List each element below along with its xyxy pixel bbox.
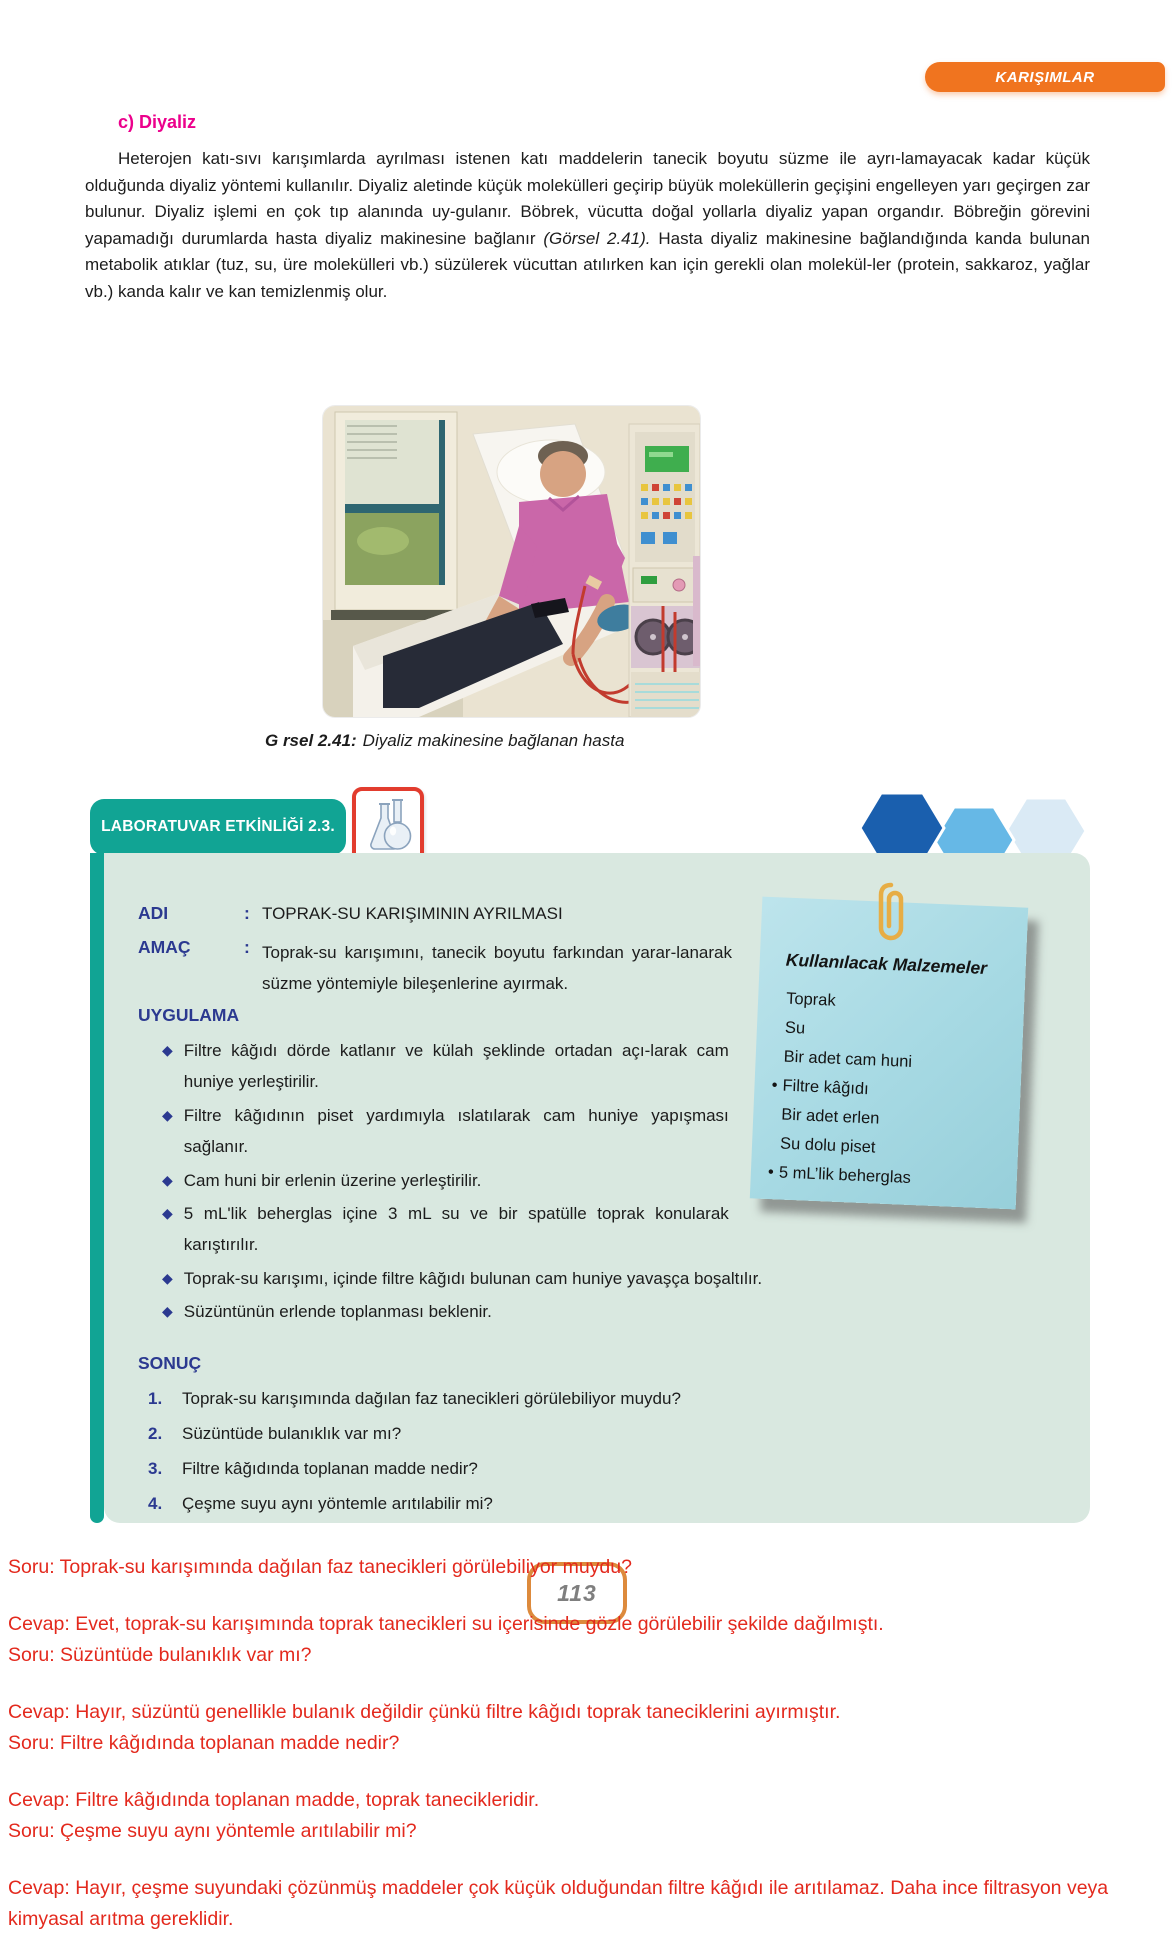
material-item: • 5 mL’lik beherglas [767, 1163, 912, 1188]
dialysis-photo-illustration [323, 406, 700, 717]
qa-overlay [8, 1552, 1176, 1935]
procedure-step: ◆ Toprak-su karışımı, içinde filtre kâğıdı bulunan cam huniye yavaşça boşaltılır. [162, 1263, 762, 1294]
figure-caption-text: Diyaliz makinesine bağlanan hasta [362, 731, 625, 750]
procedure-step: ◆ Filtre kâğıdı dörde katlanır ve külah şeklinde ortadan açı-larak cam huniye yerleştirilir. [162, 1035, 729, 1097]
material-item: Bir adet cam huni [783, 1047, 913, 1071]
result-question: 3. Filtre kâğıdında toplanan madde nedir? [148, 1459, 478, 1478]
chapter-tab-label: KARIŞIMLAR [995, 68, 1095, 86]
material-item: • Filtre kâğıdı [771, 1076, 870, 1099]
section-heading: c) Diyaliz [118, 112, 197, 132]
material-item: Bir adet erlen [780, 1105, 880, 1128]
materials-title: Kullanılacak Malzemeler [785, 949, 988, 979]
qa-line: Cevap: Filtre kâğıdında toplanan madde, toprak tanecikleridir. [8, 1789, 540, 1811]
diamond-bullet-icon: ◆ [162, 1042, 173, 1058]
qa-line: Soru: Süzüntüde bulanıklık var mı? [8, 1644, 312, 1666]
qa-line: Cevap: Hayır, çeşme suyundaki çözünmüş maddeler çok küçük olduğundan filtre kâğıdı ile arıtılamaz. Daha ince filtrasyon veya kimyasal arıtma gereklidir. [8, 1877, 1109, 1930]
material-item: Su dolu piset [779, 1134, 876, 1157]
procedure-step: ◆ Süzüntünün erlende toplanması beklenir. [162, 1296, 492, 1327]
page-number: 113 [557, 1579, 597, 1606]
diamond-bullet-icon: ◆ [162, 1107, 173, 1123]
amac-label: AMAÇ [138, 937, 191, 957]
diamond-bullet-icon: ◆ [162, 1303, 173, 1319]
paperclip-icon [872, 880, 910, 950]
procedure-step: ◆ Cam huni bir erlenin üzerine yerleştirilir. [162, 1165, 481, 1196]
lab-activity-banner-label: LABORATUVAR ETKİNLİĞİ 2.3. [101, 818, 335, 835]
result-question: 1. Toprak-su karışımında dağılan faz tanecikleri görülebiliyor muydu? [148, 1389, 681, 1408]
uygulama-label: UYGULAMA [138, 1005, 240, 1025]
amac-value: Toprak-su karışımını, tanecik boyutu farkından yarar-lanarak süzme yöntemiyle bileşenlerine ayırmak. [262, 943, 732, 993]
procedure-step: ◆ 5 mL'lik beherglas içine 3 mL su ve bir spatülle toprak konularak karıştırılır. [162, 1198, 729, 1260]
figure-reference: (Görsel 2.41). [543, 228, 651, 248]
adi-label: ADI [138, 903, 169, 923]
procedure-step: ◆ Filtre kâğıdının piset yardımıyla ıslatılarak cam huniye yapışması sağlanır. [162, 1100, 729, 1162]
qa-line: Cevap: Hayır, süzüntü genellikle bulanık değildir çünkü filtre kâğıdı toprak taneciklerini ayırmıştır. [8, 1701, 841, 1723]
body-paragraph [85, 146, 1090, 305]
qa-line: Soru: Çeşme suyu aynı yöntemle arıtılabilir mi? [8, 1820, 417, 1842]
adi-value: TOPRAK-SU KARIŞIMININ AYRILMASI [262, 904, 563, 923]
result-question: 2. Süzüntüde bulanıklık var mı? [148, 1424, 402, 1443]
figure-caption [265, 731, 624, 751]
diamond-bullet-icon: ◆ [162, 1270, 173, 1286]
qa-line: Cevap: Evet, toprak-su karışımında toprak tanecikleri su içerisinde gözle görülebilir şekilde dağılmıştı. [8, 1613, 884, 1635]
dialysis-photo [323, 406, 700, 717]
figure-caption-label: G rsel 2.41: [265, 731, 357, 750]
material-item: Toprak [785, 989, 837, 1010]
paragraph-text: Heterojen katı-sıvı karışımlarda ayrılması istenen katı maddelerin tanecik boyutu süzme ile ayrı-lamayacak kadar küçük olduğunda diyaliz yöntemi kullanılır. Diyaliz aletinde küçük molekülleri geçirip büyük moleküllerin geçişini engelleyen yarı geçirgen zar bulunur. Diyaliz işlemi en çok tıp alanında uy-gulanır. Böbrek, vücutta doğal yollarla diyaliz yapan organdır. Böbreğin görevini yapamadığı durumlarda hasta diyaliz makinesine bağlanır [85, 149, 1090, 248]
paragraph-text-cont: Hasta diyaliz makinesine bağlandığında kanda bulunan metabolik atıklar (tuz, su, üre molekülleri vb.) süzülerek vücuttan atılırken kan için gerekli olan molekül-ler (protein, sakkaroz, yağlar vb.) kanda kalır ve kan temizlenmiş olur. [85, 228, 1090, 301]
diamond-bullet-icon: ◆ [162, 1172, 173, 1188]
qa-line: Soru: Filtre kâğıdında toplanan madde nedir? [8, 1732, 400, 1754]
result-question: 4. Çeşme suyu aynı yöntemle arıtılabilir mi? [148, 1494, 493, 1513]
adi-colon: : [244, 903, 250, 923]
material-item: Su [784, 1018, 806, 1038]
activity-box-side-stripe [90, 853, 104, 1523]
qa-line: Soru: Toprak-su karışımında dağılan faz tanecikleri görülebiliyor muydu? [8, 1556, 632, 1578]
lab-activity-banner [90, 799, 346, 855]
sonuc-label: SONUÇ [138, 1353, 202, 1373]
diamond-bullet-icon: ◆ [162, 1205, 173, 1221]
amac-colon: : [244, 937, 250, 957]
chapter-tab [925, 62, 1165, 92]
